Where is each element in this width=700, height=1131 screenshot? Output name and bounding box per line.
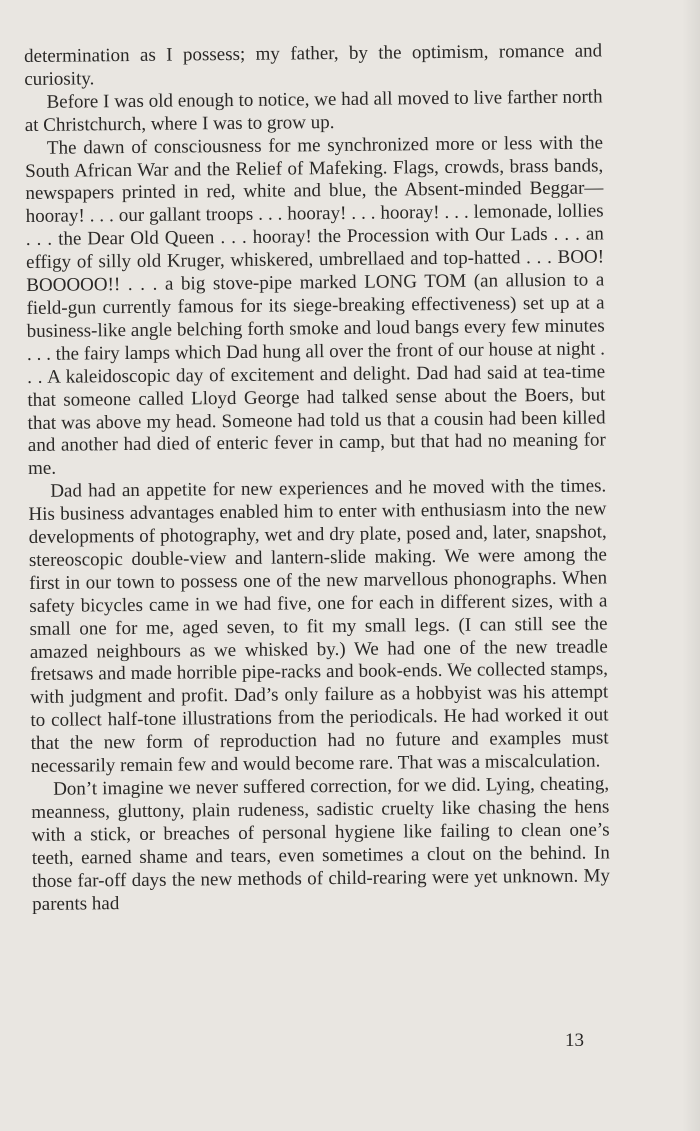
paragraph-correction: Don’t imagine we never suffered correction, for we did. Lying, cheating, meanness, gluttony, plain rudeness, sadistic cruelty like chasing the hens with a stick, or breaches of personal hygiene like failing to clean one’s teeth, earned shame and tears, even sometimes a clout on the behind. In those far-off days the new methods of child-rearing were yet unknown. My parents had (31, 773, 611, 915)
paragraph-dad-hobbies: Dad had an appetite for new experiences and he moved with the times. His business advantages enabled him to enter with enthusiasm into the new developments of photography, wet and dry plate, posed and, later, snapshot, stereoscopic double-view and lantern-slide making. We were among the first in our town to possess one of the new marvellous phonographs. When safety bicycles came in we had five, one for each in different sizes, with a small one for me, aged seven, to fit my small legs. (I can still see the amazed neighbours as we whisked by.) We had one of the new treadle fretsaws and made horrible pipe-racks and book-ends. We collected stamps, with judgment and profit. Dad’s only failure as a hobbyist was his attempt to collect half-tone illustrations from the periodicals. He had worked it out that the new form of reproduction had no future and examples must necessarily remain few and would become rare. That was a miscalculation. (28, 475, 609, 778)
page-edge-shadow (682, 0, 700, 1131)
paragraph-christchurch: Before I was old enough to notice, we had all moved to live farther north at Christchurch, where I was to grow up. (24, 86, 603, 136)
page-number: 13 (565, 1030, 584, 1051)
paragraph-continuation: determination as I possess; my father, by the optimism, romance and curiosity. (24, 40, 603, 90)
paragraph-mafeking: The dawn of consciousness for me synchronized more or less with the South African War and the Relief of Mafeking. Flags, crowds, brass bands, newspapers printed in red, white and blue, the Absent-minded Beggar—hooray! . . . our gallant troops . . . hooray! . . . hooray! . . . lemonade, lollies . . . the Dear Old Queen . . . hooray! the Procession with Our Lads . . . an effigy of silly old Kruger, whiskered, umbrellaed and top-hatted . . . BOO! BOOOOO!! . . . a big stove-pipe marked LONG TOM (an allusion to a field-gun currently famous for its siege-breaking effectiveness) set up at a business-like angle belching forth smoke and loud bangs every few minutes . . . the fairy lamps which Dad hung all over the front of our house at night . . . A kaleidoscopic day of excitement and delight. Dad had said at tea-time that someone called Lloyd George had talked sense about the Boers, but that was above my head. Someone had told us that a cousin had been killed and another had died of enteric fever in camp, but that had no meaning for me. (25, 132, 606, 480)
body-text (24, 40, 610, 916)
